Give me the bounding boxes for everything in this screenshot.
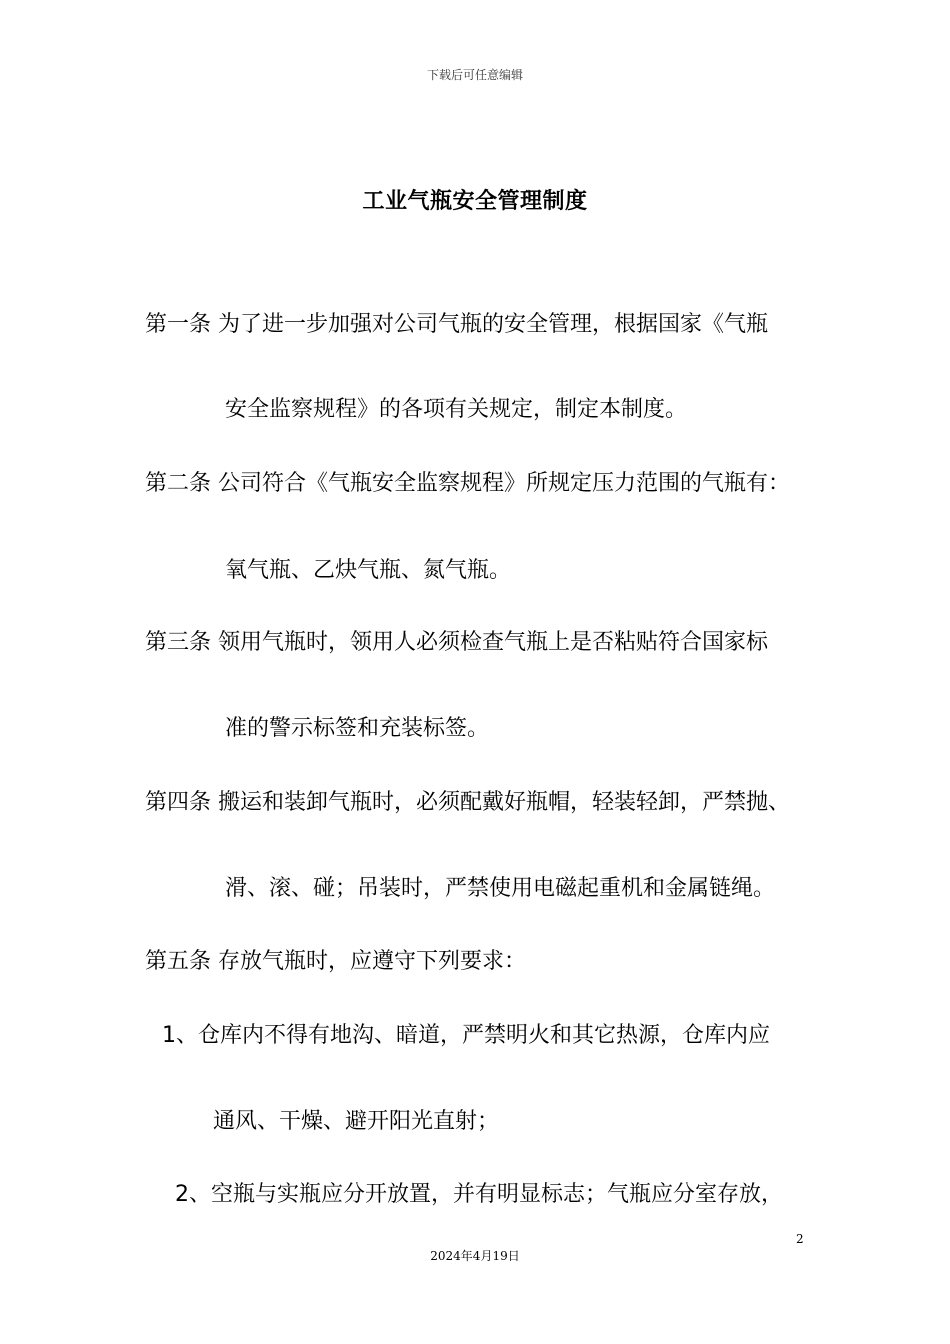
footer-date: 2024年4月19日 [430, 1249, 520, 1263]
article-5-item-1-line-1: 1、仓库内不得有地沟、暗道，严禁明火和其它热源，仓库内应 [162, 1023, 770, 1048]
article-1-line-2: 安全监察规程》的各项有关规定，制定本制度。 [225, 397, 688, 422]
article-2-line-1: 第二条 公司符合《气瓶安全监察规程》所规定压力范围的气瓶有： [145, 471, 790, 496]
document-title: 工业气瓶安全管理制度 [362, 189, 588, 214]
article-3-line-2: 准的警示标签和充装标签。 [225, 716, 490, 741]
page-number: 2 [796, 1232, 804, 1246]
article-1-line-1: 第一条 为了进一步加强对公司气瓶的安全管理，根据国家《气瓶 [145, 312, 768, 337]
article-5-line-1: 第五条 存放气瓶时，应遵守下列要求： [145, 949, 526, 974]
article-4-line-1: 第四条 搬运和装卸气瓶时，必须配戴好瓶帽，轻装轻卸，严禁抛、 [145, 790, 790, 815]
page-header: 下载后可任意编辑 [426, 68, 523, 82]
article-2-line-2: 氧气瓶、乙炔气瓶、氮气瓶。 [225, 558, 512, 583]
article-5-item-1-line-2: 通风、干燥、避开阳光直射； [213, 1109, 500, 1134]
article-3-line-1: 第三条 领用气瓶时，领用人必须检查气瓶上是否粘贴符合国家标 [145, 630, 768, 655]
article-4-line-2: 滑、滚、碰；吊装时，严禁使用电磁起重机和金属链绳。 [225, 876, 776, 901]
article-5-item-2-line-1: 2、空瓶与实瓶应分开放置，并有明显标志；气瓶应分室存放， [175, 1182, 783, 1207]
